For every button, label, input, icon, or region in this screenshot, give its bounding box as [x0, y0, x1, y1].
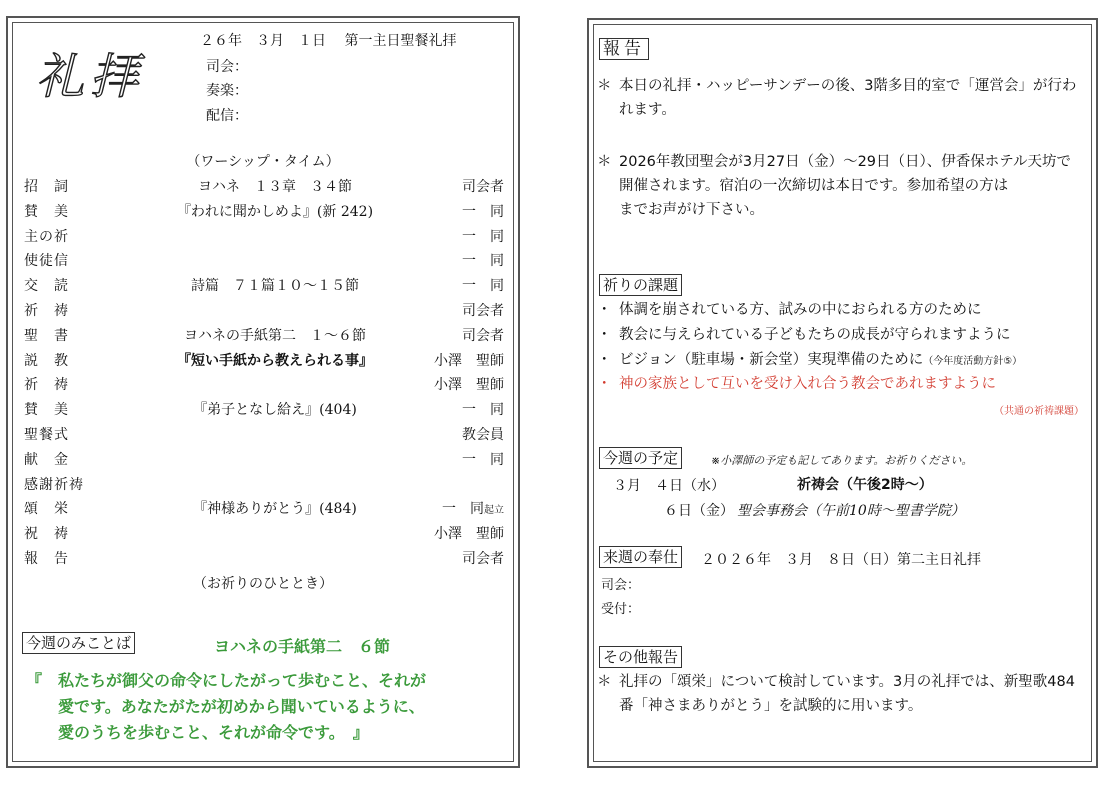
program-person: 教会員	[462, 427, 504, 443]
schedule-date: ６日（金）	[664, 503, 734, 519]
prayer-topic: ・ 体調を崩されている方、試みの中におられる方のために	[597, 302, 982, 318]
program-person: 司会者	[462, 179, 504, 195]
program-row	[24, 374, 504, 398]
worship-program-panel	[6, 16, 520, 768]
next-role-presider: 司会：	[601, 578, 641, 593]
program-person: 司会者	[462, 303, 504, 319]
word-of-week-reference: ヨハネの手紙第二 ６節	[214, 637, 391, 656]
report-text: 2026年教団聖会が3月27日（金）～29日（日）、伊香保ホテル天坊で開催されます。宿泊の一次締切は本日です。参加希望の方は までお声がけ下さい。	[619, 154, 1081, 218]
next-week-service-label: 来週の奉仕	[599, 546, 682, 568]
verse-line-2: 愛です。あなたがたが初めから聞いているように、	[58, 697, 425, 716]
verse-line-3: 愛のうちを歩むこと、それが命令です。 』	[58, 723, 369, 742]
program-item: 報 告	[24, 551, 69, 567]
program-person: 一 同	[462, 253, 504, 270]
program-row	[24, 424, 504, 448]
schedule-event: 聖会事務会（午前10時～聖書学院）	[737, 503, 965, 519]
program-row	[24, 498, 504, 522]
program-person: 一 同	[462, 402, 504, 419]
program-item: 祈 祷	[24, 303, 69, 319]
program-person: 小澤 聖師	[434, 352, 504, 369]
program-person: 一 同	[462, 451, 504, 468]
this-week-label: 今週の予定	[599, 447, 682, 469]
program-item: 主の祈	[24, 228, 69, 245]
program-row	[24, 523, 504, 547]
program-content: 『弟子となし給え』(404)	[193, 402, 357, 419]
program-row	[24, 201, 504, 225]
prayer-time-label: （お祈りのひととき）	[193, 576, 333, 592]
report-text: 本日の礼拝・ハッピーサンデーの後、3階多目的室で「運営会」が行われます。	[619, 78, 1077, 118]
program-row	[24, 399, 504, 423]
program-row	[24, 250, 504, 274]
schedule-event: 祈祷会（午後2時～）	[797, 477, 933, 493]
prayer-topic-common: ・ 神の家族として互いを受け入れ合う教会であれますように	[597, 376, 996, 392]
program-person: 一 同	[462, 203, 504, 220]
word-of-week-label: 今週のみことば	[22, 632, 135, 654]
worship-time-label: （ワーシップ・タイム）	[186, 154, 340, 170]
program-person: 小澤 聖師	[434, 377, 504, 394]
schedule-date: ３月 ４日（水）	[613, 478, 725, 494]
program-item: 感謝祈祷	[24, 476, 84, 493]
activity-policy-note: （今年度活動方針⑤）	[923, 356, 1023, 367]
program-item: 賛 美	[24, 203, 69, 220]
program-person: 一 同起立	[442, 501, 504, 518]
program-row	[24, 275, 504, 299]
report-item: ＊ 2026年教団聖会が3月27日（金）～29日（日）、伊香保ホテル天坊で開催されます。宿泊の一次締切は本日です。参加希望の方は までお声がけ下さい。	[597, 150, 1084, 222]
role-presider: 司会：	[206, 59, 248, 75]
program-content: ヨハネの手紙第二 １～６節	[184, 327, 366, 344]
announcements-panel	[587, 18, 1098, 768]
verse-line-1: 『 私たちが御父の命令にしたがって歩むこと、それが	[26, 671, 427, 690]
role-organist: 奏楽：	[206, 83, 248, 99]
program-content: 詩篇 ７１篇１０～１５節	[191, 278, 359, 295]
prayer-topics-label: 祈りの課題	[599, 274, 682, 296]
program-content: 『短い手紙から教えられる事』	[177, 352, 373, 369]
this-week-note: ※小澤師の予定も記してあります。お祈りください。	[711, 454, 973, 467]
report-item: ＊ 本日の礼拝・ハッピーサンデーの後、3階多目的室で「運営会」が行われます。	[597, 74, 1084, 122]
program-item: 祈 祷	[24, 377, 69, 394]
report-label: 報告	[599, 38, 649, 60]
program-person: 一 同	[462, 228, 504, 245]
prayer-topic: ・ 教会に与えられている子どもたちの成長が守られますように	[597, 327, 1011, 343]
worship-title: 礼拝	[36, 49, 145, 105]
program-item: 頌 栄	[24, 501, 69, 518]
program-row	[24, 548, 504, 572]
program-item: 聖 書	[24, 327, 69, 344]
program-item: 交 読	[24, 278, 69, 295]
program-row	[24, 474, 504, 498]
program-row	[24, 226, 504, 250]
program-item: 使徒信	[24, 253, 69, 270]
program-content: ヨハネ １３章 ３４節	[198, 179, 352, 195]
other-reports-label: その他報告	[599, 646, 682, 668]
stand-note: 起立	[484, 505, 504, 517]
program-row	[24, 176, 504, 200]
program-item: 祝 祷	[24, 526, 69, 543]
program-item: 献 金	[24, 451, 69, 468]
next-week-date: ２０２６年 ３月 ８日（日）第二主日礼拝	[701, 552, 981, 568]
program-row	[24, 300, 504, 324]
program-person: 司会者	[462, 327, 504, 344]
common-prayer-note: （共通の祈祷課題）	[994, 406, 1084, 417]
program-content: 『われに聞かしめよ』(新 242)	[176, 203, 374, 220]
other-report-item: ＊ 礼拝の「頌栄」について検討しています。3月の礼拝では、新聖歌484番「神さまありがとう」を試験的に用います。	[597, 674, 1075, 714]
program-content: 『神様ありがとう』(484)	[193, 501, 357, 518]
program-person: 一 同	[462, 278, 504, 295]
program-row	[24, 350, 504, 374]
program-item: 説 教	[24, 352, 69, 369]
program-item: 聖餐式	[24, 427, 69, 443]
next-role-reception: 受付：	[601, 602, 641, 617]
program-item: 賛 美	[24, 402, 69, 419]
program-person: 小澤 聖師	[434, 526, 504, 543]
service-date: ２６年 ３月 １日 第一主日聖餐礼拝	[200, 33, 457, 49]
program-row	[24, 449, 504, 473]
program-item: 招 詞	[24, 179, 69, 195]
role-stream: 配信：	[206, 108, 248, 124]
program-row	[24, 325, 504, 349]
program-person: 司会者	[462, 551, 504, 567]
prayer-topic: ・ ビジョン（駐車場・新会堂）実現準備のために（今年度活動方針⑤）	[597, 352, 1023, 368]
